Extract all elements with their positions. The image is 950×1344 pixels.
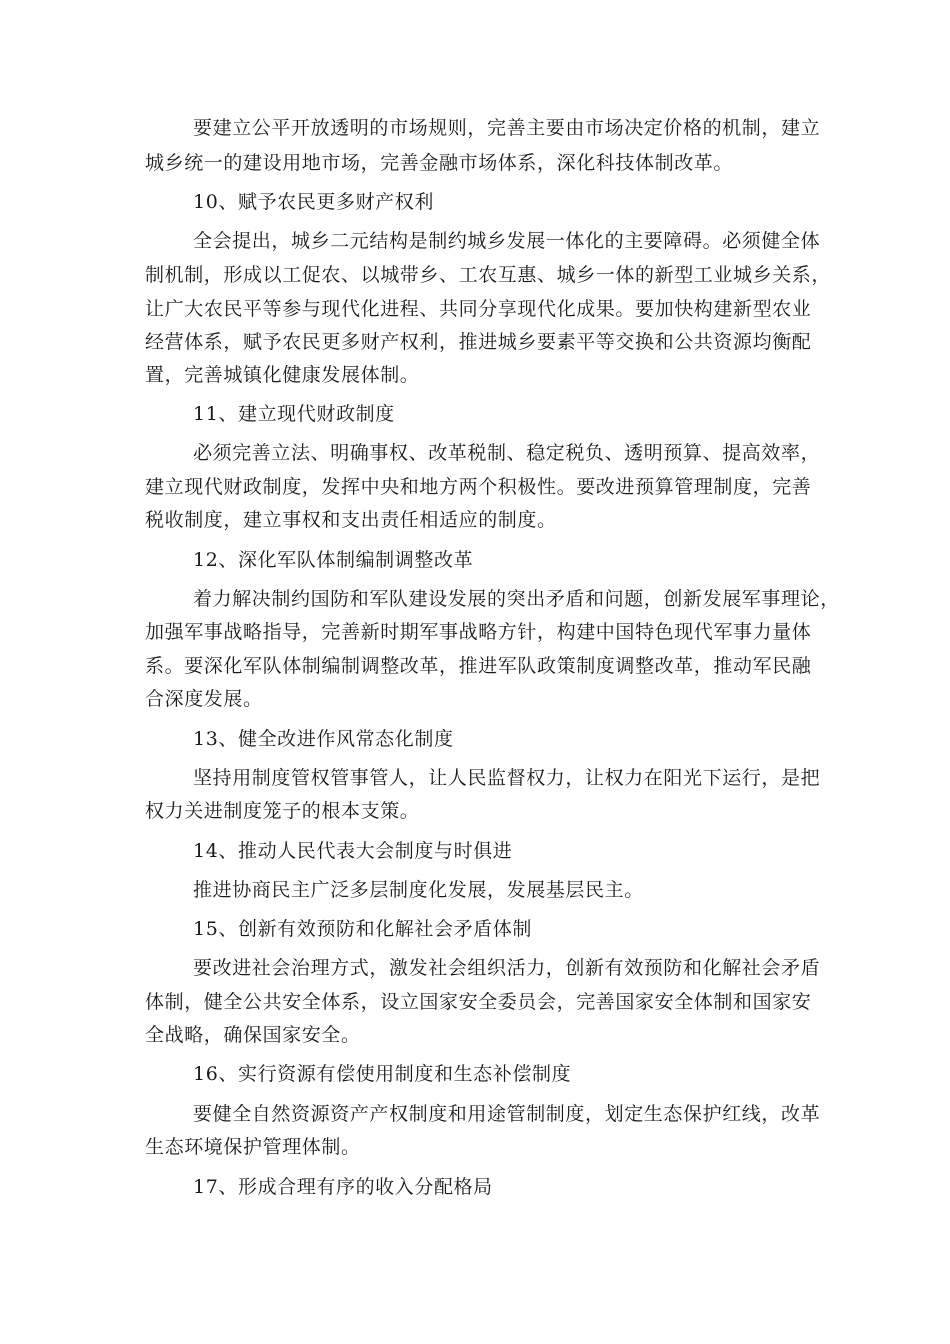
section-heading: 15、创新有效预防和化解社会矛盾体制 [193, 918, 532, 940]
paragraph-line: 合深度发展。 [145, 688, 263, 710]
paragraph-line: 经营体系，赋予农民更多财产权利，推进城乡要素平等交换和公共资源均衡配 [145, 331, 812, 353]
paragraph-line: 系。要深化军队体制编制调整改革，推进军队政策制度调整改革，推动军民融 [145, 655, 812, 677]
section-heading: 16、实行资源有偿使用制度和生态补偿制度 [193, 1063, 572, 1085]
paragraph-line: 坚持用制度管权管事管人，让人民监督权力，让权力在阳光下运行，是把 [193, 767, 821, 789]
section-heading: 17、形成合理有序的收入分配格局 [193, 1176, 493, 1198]
paragraph-line: 加强军事战略指导，完善新时期军事战略方针，构建中国特色现代军事力量体 [145, 621, 812, 643]
paragraph-line: 建立现代财政制度，发挥中央和地方两个积极性。要改进预算管理制度，完善 [145, 476, 812, 498]
section-heading: 14、推动人民代表大会制度与时俱进 [193, 840, 513, 862]
paragraph-line: 制机制，形成以工促农、以城带乡、工农互惠、城乡一体的新型工业城乡关系， [145, 264, 832, 286]
paragraph-line: 着力解决制约国防和军队建设发展的突出矛盾和问题，创新发展军事理论， [193, 588, 840, 610]
section-heading: 10、赋予农民更多财产权利 [193, 191, 434, 213]
paragraph-line: 推进协商民主广泛多层制度化发展，发展基层民主。 [193, 879, 644, 901]
section-heading: 12、深化军队体制编制调整改革 [193, 549, 474, 571]
paragraph-line: 要健全自然资源资产产权制度和用途管制制度，划定生态保护红线，改革 [193, 1103, 821, 1125]
paragraph-line: 置，完善城镇化健康发展体制。 [145, 364, 420, 386]
section-heading: 13、健全改进作风常态化制度 [193, 728, 454, 750]
paragraph-line: 税收制度，建立事权和支出责任相适应的制度。 [145, 509, 557, 531]
paragraph-line: 生态环境保护管理体制。 [145, 1136, 361, 1158]
paragraph-line: 体制，健全公共安全体系，设立国家安全委员会，完善国家安全体制和国家安 [145, 991, 812, 1013]
paragraph-line: 必须完善立法、明确事权、改革税制、稳定税负、透明预算、提高效率， [193, 442, 821, 464]
paragraph-line: 要建立公平开放透明的市场规则，完善主要由市场决定价格的机制，建立 [193, 117, 821, 139]
section-heading: 11、建立现代财政制度 [193, 403, 395, 425]
paragraph-line: 城乡统一的建设用地市场，完善金融市场体系，深化科技体制改革。 [145, 152, 734, 174]
paragraph-line: 全战略，确保国家安全。 [145, 1024, 361, 1046]
paragraph-line: 让广大农民平等参与现代化进程、共同分享现代化成果。要加快构建新型农业 [145, 298, 812, 320]
paragraph-line: 要改进社会治理方式，激发社会组织活力，创新有效预防和化解社会矛盾 [193, 957, 821, 979]
paragraph-line: 全会提出，城乡二元结构是制约城乡发展一体化的主要障碍。必须健全体 [193, 230, 821, 252]
paragraph-line: 权力关进制度笼子的根本支策。 [145, 800, 420, 822]
